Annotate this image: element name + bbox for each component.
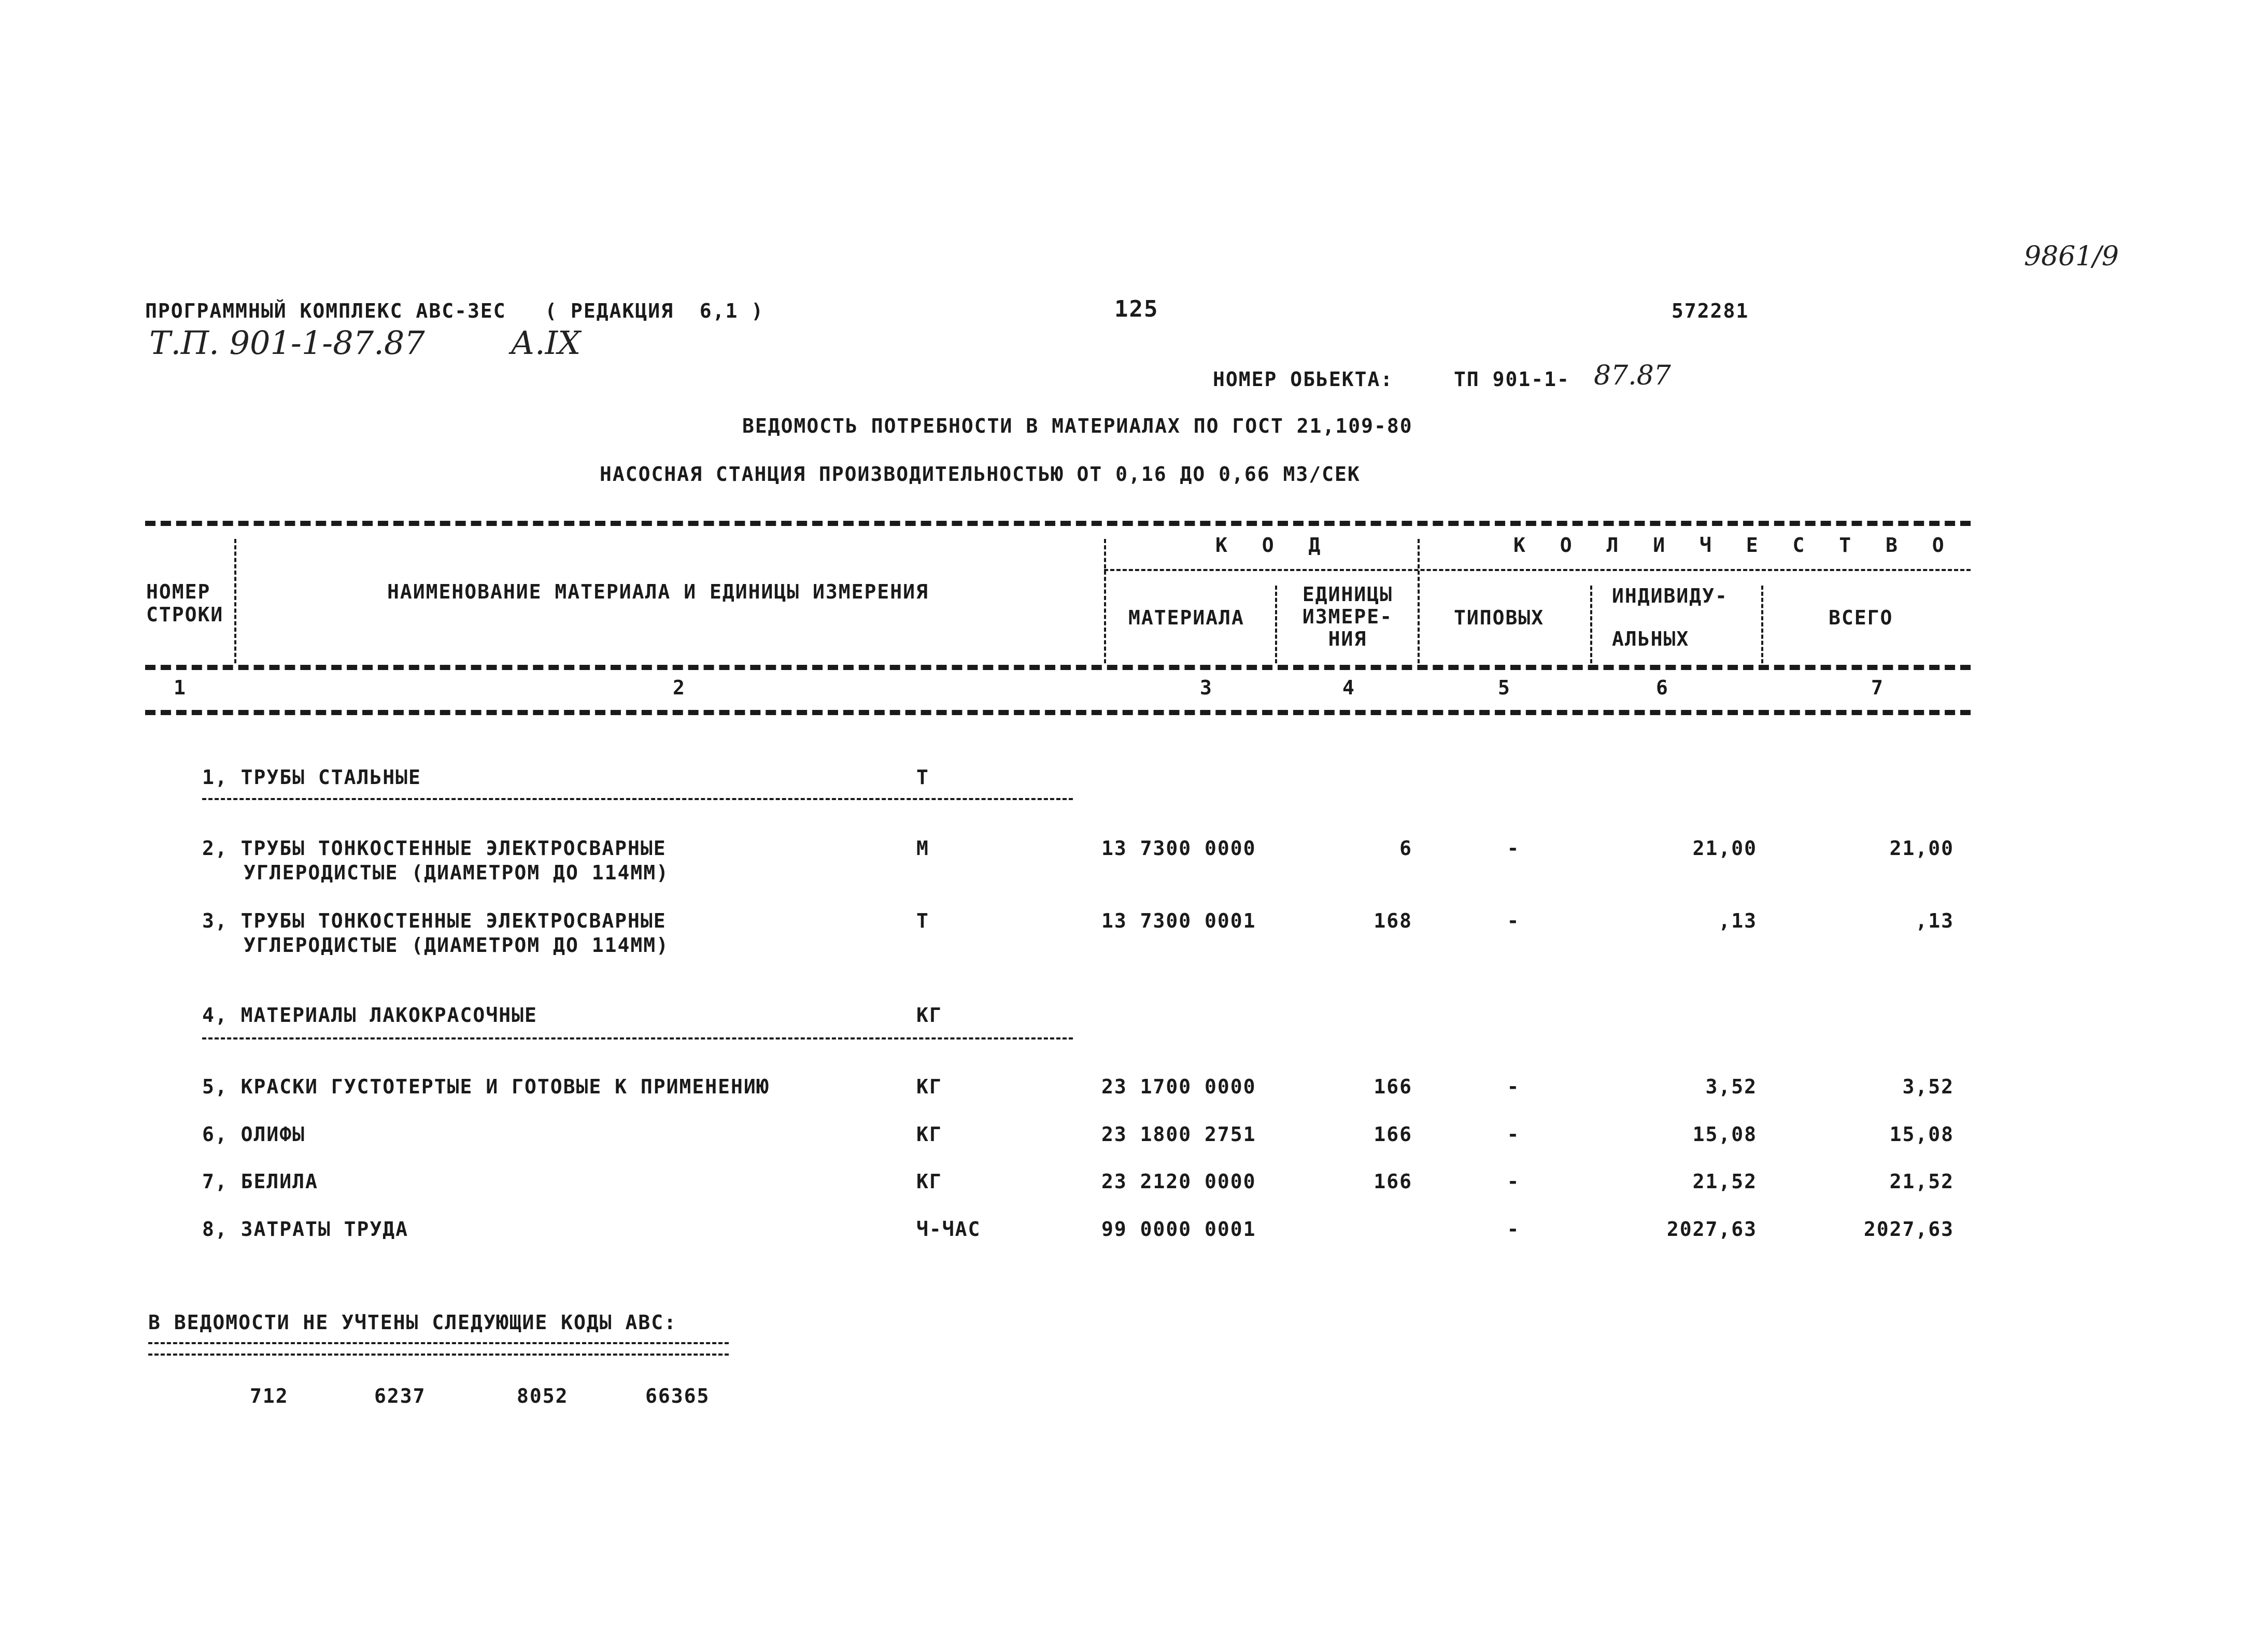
col-separator xyxy=(1761,586,1763,663)
unit: КГ xyxy=(916,1075,942,1098)
header-total: ВСЕГО xyxy=(1829,606,1893,629)
typical-qty: - xyxy=(1507,1123,1520,1146)
header-individual-line1: ИНДИВИДУ- xyxy=(1612,585,1728,607)
program-label: ПРОГРАММНЫЙ КОМПЛЕКС АВС-3ЕС ( РЕДАКЦИЯ 6,1 ) xyxy=(145,300,765,322)
typical-qty: - xyxy=(1507,1075,1520,1098)
material-name: 3, ТРУБЫ ТОНКОСТЕННЫЕ ЭЛЕКТРОСВАРНЫЕ xyxy=(202,909,667,932)
material-name-continued: УГЛЕРОДИСТЫЕ (ДИАМЕТРОМ ДО 114ММ) xyxy=(244,861,669,884)
header-material-name: НАИМЕНОВАНИЕ МАТЕРИАЛА И ЕДИНИЦЫ ИЗМЕРЕНИЯ xyxy=(387,580,929,603)
unit-code: 168 xyxy=(1374,909,1412,932)
header-typical: ТИПОВЫХ xyxy=(1454,606,1545,629)
column-number: 6 xyxy=(1656,676,1669,699)
column-number: 5 xyxy=(1498,676,1511,699)
column-number: 7 xyxy=(1871,676,1884,699)
note-double-underline xyxy=(148,1342,729,1356)
handwritten-project-number: Т.П. 901-1-87.87 xyxy=(149,324,425,362)
typical-qty: - xyxy=(1507,837,1520,860)
header-quantity-group: К О Л И Ч Е С Т В О xyxy=(1513,534,1956,557)
document-title: ВЕДОМОСТЬ ПОТРЕБНОСТИ В МАТЕРИАЛАХ ПО ГОСТ 21,109-80 xyxy=(742,415,1413,437)
header-row-number-line2: СТРОКИ xyxy=(146,603,224,626)
col-separator xyxy=(1104,539,1106,663)
material-code: 23 2120 0000 xyxy=(1101,1170,1256,1193)
total-qty: ,13 xyxy=(1915,909,1954,932)
group-underline xyxy=(202,1037,1073,1039)
object-number-handwritten: 87.87 xyxy=(1594,360,1671,391)
unit: Т xyxy=(916,766,929,789)
column-number: 1 xyxy=(174,676,187,699)
material-code: 23 1700 0000 xyxy=(1101,1075,1256,1098)
unit-code: 166 xyxy=(1374,1075,1412,1098)
header-individual-line2: АЛЬНЫХ xyxy=(1612,628,1690,650)
header-unit-line3: НИЯ xyxy=(1328,628,1367,650)
unit-code: 166 xyxy=(1374,1170,1412,1193)
individual-qty: 2027,63 xyxy=(1666,1218,1757,1241)
header-bottom-rule xyxy=(145,665,1971,670)
material-name: 7, БЕЛИЛА xyxy=(202,1170,318,1193)
col-separator xyxy=(1418,539,1420,663)
excluded-code: 8052 xyxy=(517,1385,569,1407)
material-name: 1, ТРУБЫ СТАЛЬНЫЕ xyxy=(202,766,421,789)
unit: КГ xyxy=(916,1170,942,1193)
material-name: 8, ЗАТРАТЫ ТРУДА xyxy=(202,1218,409,1241)
code-group-rule xyxy=(1104,569,1971,571)
object-number-printed: ТП 901-1- xyxy=(1454,368,1570,391)
table-top-rule xyxy=(145,521,1971,526)
col-separator xyxy=(1590,586,1592,663)
document-subtitle: НАСОСНАЯ СТАНЦИЯ ПРОИЗВОДИТЕЛЬНОСТЬЮ ОТ 0,16 ДО 0,66 М3/СЕК xyxy=(600,463,1361,486)
handwritten-album: А.IX xyxy=(511,324,581,362)
unit: М xyxy=(916,837,929,860)
total-qty: 3,52 xyxy=(1902,1075,1954,1098)
total-qty: 15,08 xyxy=(1889,1123,1954,1146)
col-separator xyxy=(1275,586,1277,663)
material-name: 6, ОЛИФЫ xyxy=(202,1123,306,1146)
material-code: 99 0000 0001 xyxy=(1101,1218,1256,1241)
doc-code: 572281 xyxy=(1672,300,1749,322)
material-code: 13 7300 0000 xyxy=(1101,837,1256,860)
page-number: 125 xyxy=(1114,296,1159,322)
column-number: 2 xyxy=(673,676,686,699)
group-underline xyxy=(202,798,1073,800)
header-unit-line1: ЕДИНИЦЫ xyxy=(1302,583,1393,606)
header-material-code: МАТЕРИАЛА xyxy=(1128,606,1244,629)
unit-code: 166 xyxy=(1374,1123,1412,1146)
column-number: 4 xyxy=(1342,676,1355,699)
individual-qty: 15,08 xyxy=(1692,1123,1757,1146)
individual-qty: 21,52 xyxy=(1692,1170,1757,1193)
col-separator xyxy=(234,539,236,663)
unit: Т xyxy=(916,909,929,932)
excluded-codes-note: В ВЕДОМОСТИ НЕ УЧТЕНЫ СЛЕДУЮЩИЕ КОДЫ АВС: xyxy=(148,1311,677,1334)
individual-qty: 21,00 xyxy=(1692,837,1757,860)
typical-qty: - xyxy=(1507,909,1520,932)
typical-qty: - xyxy=(1507,1218,1520,1241)
excluded-code: 66365 xyxy=(645,1385,710,1407)
sheet-reference: 9861/9 xyxy=(2024,241,2119,272)
material-code: 13 7300 0001 xyxy=(1101,909,1256,932)
total-qty: 2027,63 xyxy=(1863,1218,1954,1241)
unit: Ч-ЧАС xyxy=(916,1218,981,1241)
excluded-code: 6237 xyxy=(374,1385,426,1407)
unit: КГ xyxy=(916,1123,942,1146)
total-qty: 21,00 xyxy=(1889,837,1954,860)
material-name: 4, МАТЕРИАЛЫ ЛАКОКРАСОЧНЫЕ xyxy=(202,1004,537,1027)
excluded-code: 712 xyxy=(250,1385,289,1407)
object-number-label: НОМЕР ОБЬЕКТА: xyxy=(1213,368,1394,391)
header-code-group: К О Д xyxy=(1215,534,1332,557)
individual-qty: 3,52 xyxy=(1705,1075,1757,1098)
typical-qty: - xyxy=(1507,1170,1520,1193)
material-name: 2, ТРУБЫ ТОНКОСТЕННЫЕ ЭЛЕКТРОСВАРНЫЕ xyxy=(202,837,667,860)
header-row-number-line1: НОМЕР xyxy=(146,580,211,603)
total-qty: 21,52 xyxy=(1889,1170,1954,1193)
unit-code: 6 xyxy=(1399,837,1412,860)
column-numbers-rule xyxy=(145,710,1971,715)
material-name: 5, КРАСКИ ГУСТОТЕРТЫЕ И ГОТОВЫЕ К ПРИМЕНЕНИЮ xyxy=(202,1075,770,1098)
material-code: 23 1800 2751 xyxy=(1101,1123,1256,1146)
column-number: 3 xyxy=(1200,676,1213,699)
material-name-continued: УГЛЕРОДИСТЫЕ (ДИАМЕТРОМ ДО 114ММ) xyxy=(244,934,669,957)
header-unit-line2: ИЗМЕРЕ- xyxy=(1302,605,1393,628)
unit: КГ xyxy=(916,1004,942,1027)
individual-qty: ,13 xyxy=(1718,909,1757,932)
